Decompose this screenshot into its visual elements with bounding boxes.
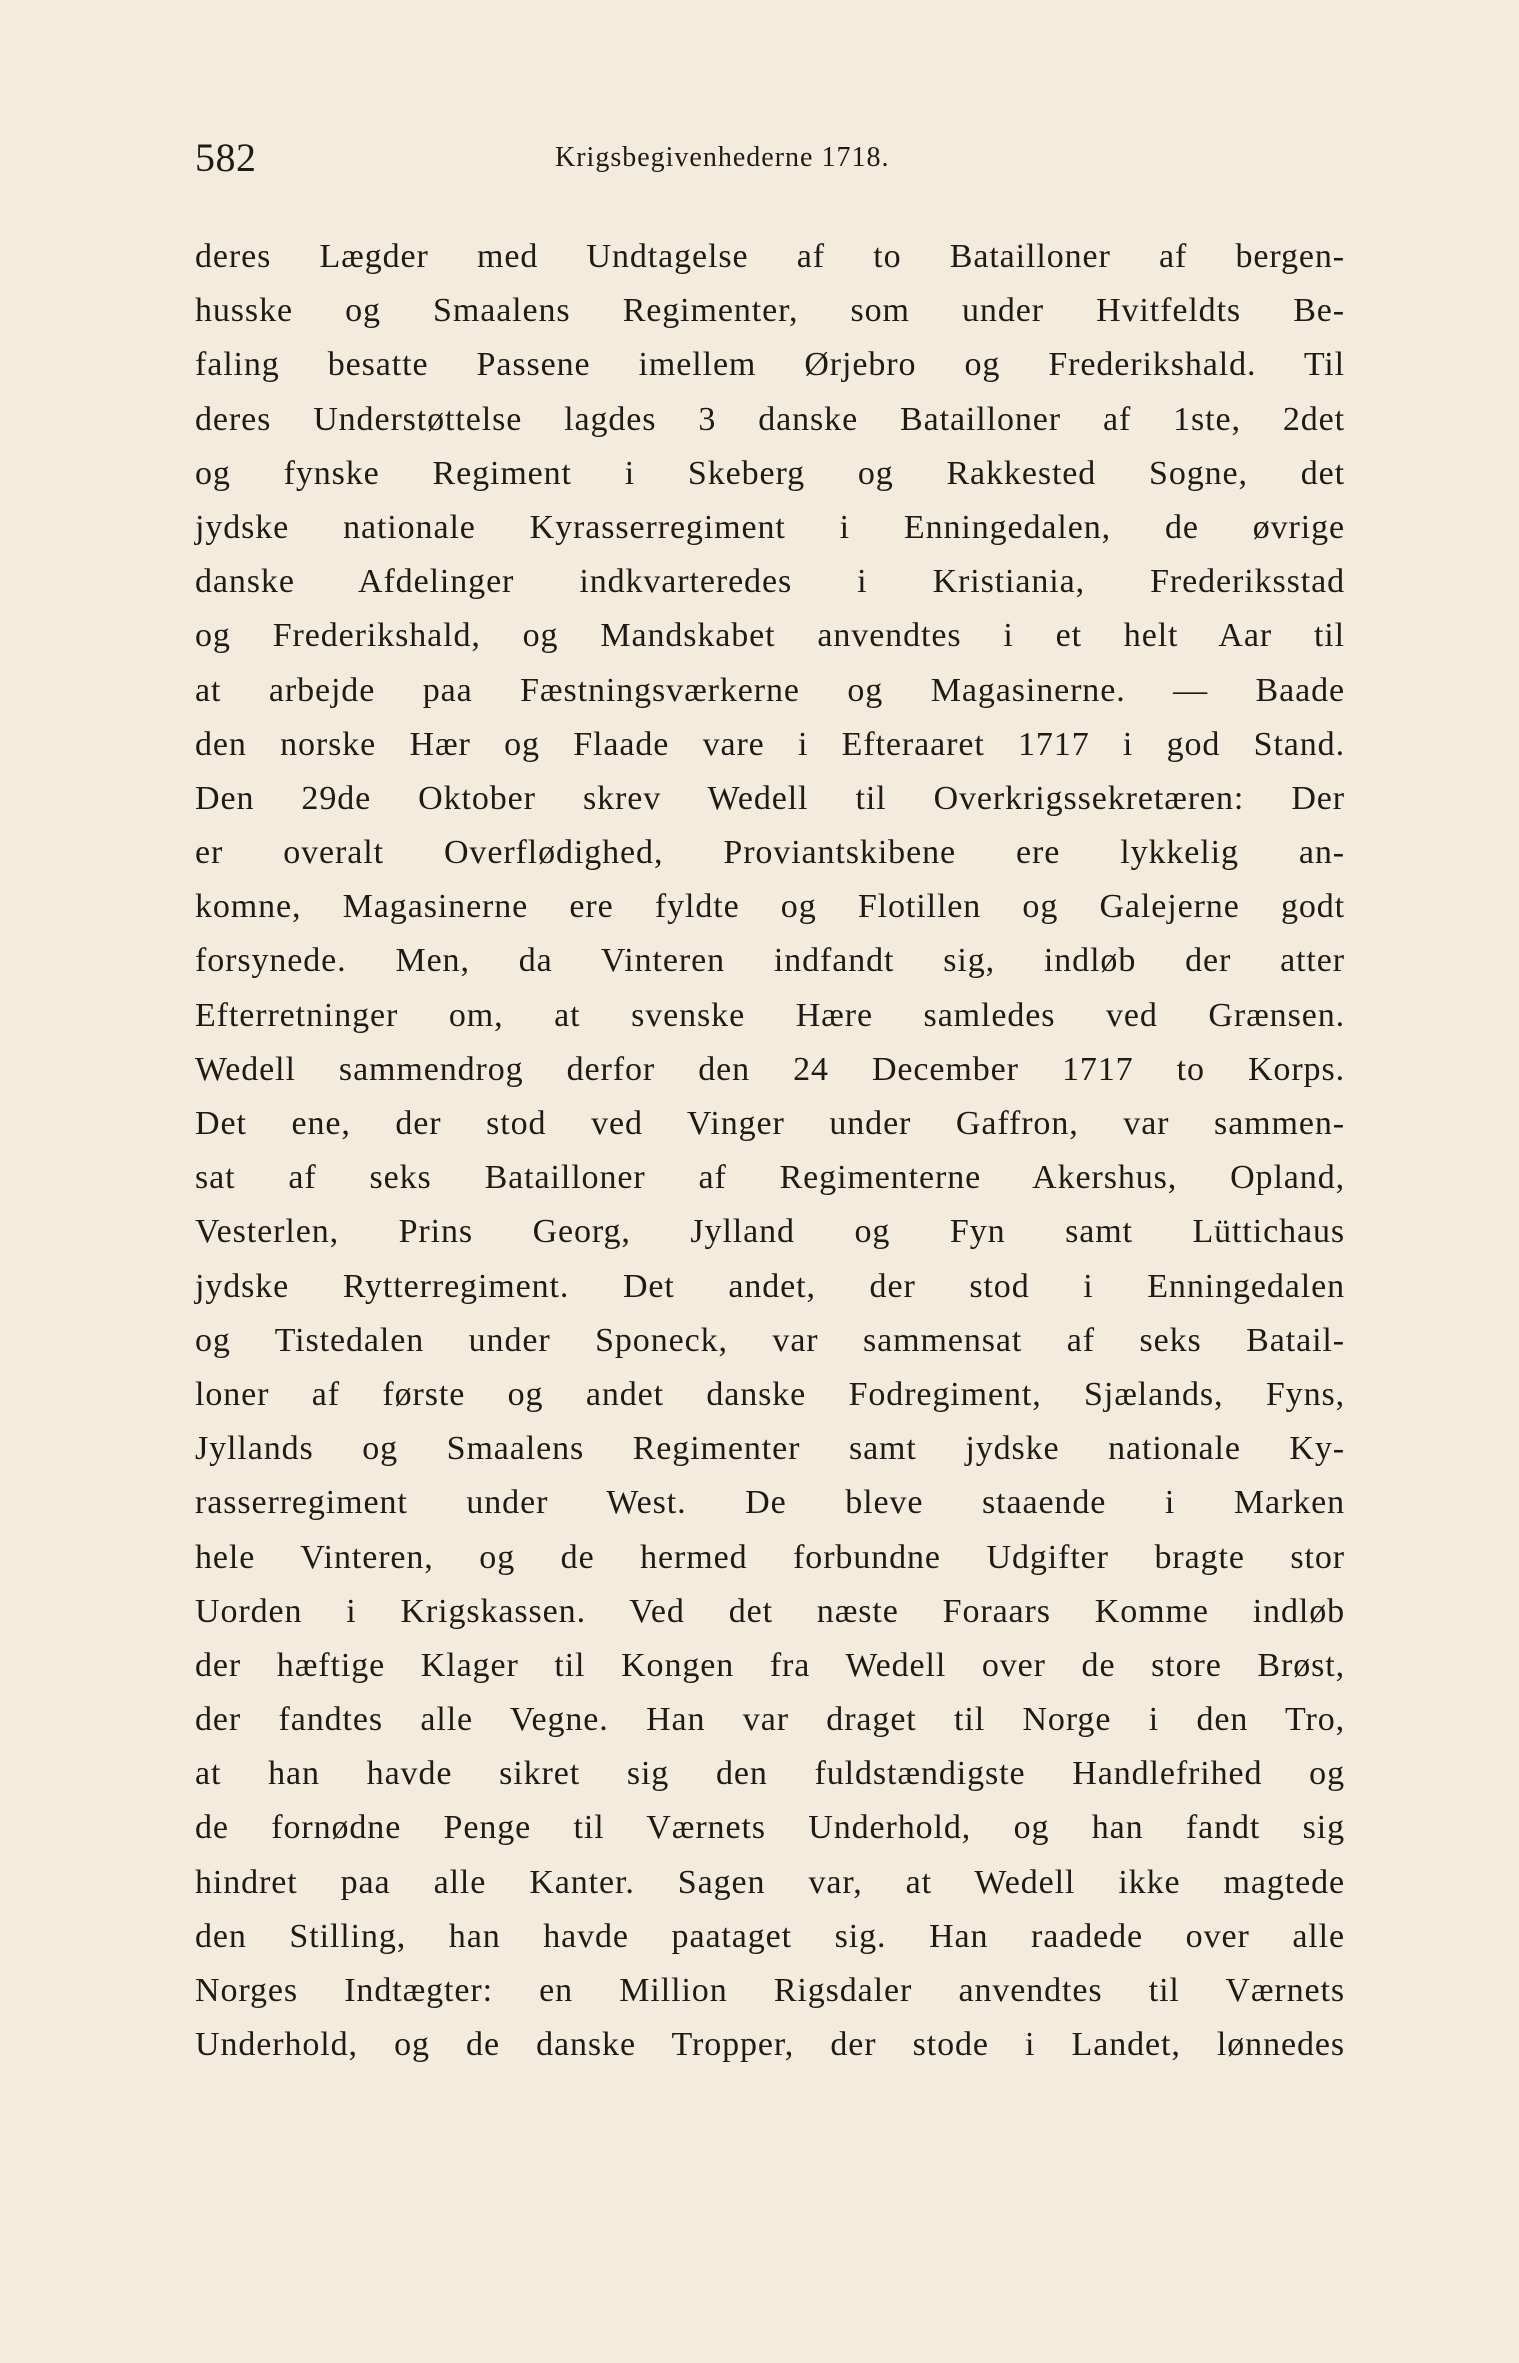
text-line: Wedell sammendrog derfor den 24 December 1717 to Korps. (195, 1050, 1345, 1088)
text-line: de fornødne Penge til Værnets Underhold, og han fandt sig (195, 1809, 1345, 1847)
text-line: faling besatte Passene imellem Ørjebro og Frederikshald. Til (195, 346, 1345, 384)
text-line: Jyllands og Smaalens Regimenter samt jydske nationale Ky- (195, 1430, 1345, 1468)
text-line: danske Afdelinger indkvarteredes i Kristiania, Frederiksstad (195, 563, 1345, 601)
text-line: deres Understøttelse lagdes 3 danske Batailloner af 1ste, 2det (195, 400, 1345, 438)
text-line: Uorden i Krigskassen. Ved det næste Foraars Komme indløb (195, 1592, 1345, 1630)
text-line: er overalt Overflødighed, Proviantskibene ere lykkelig an- (195, 834, 1345, 872)
text-line: og Frederikshald, og Mandskabet anvendtes i et helt Aar til (195, 617, 1345, 655)
text-line: forsynede. Men, da Vinteren indfandt sig, indløb der atter (195, 942, 1345, 980)
text-line: hele Vinteren, og de hermed forbundne Udgifter bragte stor (195, 1538, 1345, 1576)
text-line: hindret paa alle Kanter. Sagen var, at Wedell ikke magtede (195, 1863, 1345, 1901)
text-line: at han havde sikret sig den fuldstændigste Handlefrihed og (195, 1755, 1345, 1793)
text-line: husske og Smaalens Regimenter, som under Hvitfeldts Be- (195, 292, 1345, 330)
text-line: komne, Magasinerne ere fyldte og Flotillen og Galejerne godt (195, 888, 1345, 926)
body-text (195, 230, 1345, 2072)
text-line: den norske Hær og Flaade vare i Efteraaret 1717 i god Stand. (195, 725, 1345, 763)
text-line: Underhold, og de danske Tropper, der stode i Landet, lønnedes (195, 2026, 1345, 2064)
text-line: loner af første og andet danske Fodregiment, Sjælands, Fyns, (195, 1375, 1345, 1413)
text-line: Det ene, der stod ved Vinger under Gaffron, var sammen- (195, 1105, 1345, 1142)
text-line: der hæftige Klager til Kongen fra Wedell over de store Brøst, (195, 1646, 1345, 1684)
text-line: Efterretninger om, at svenske Hære samledes ved Grænsen. (195, 996, 1345, 1034)
text-line: og fynske Regiment i Skeberg og Rakkested Sogne, det (195, 454, 1345, 492)
text-line: den Stilling, han havde paataget sig. Han raadede over alle (195, 1917, 1345, 1955)
text-line: deres Lægder med Undtagelse af to Batailloner af bergen- (195, 238, 1345, 275)
text-line: jydske nationale Kyrasserregiment i Enningedalen, de øvrige (195, 508, 1345, 546)
running-head: Krigsbegivenhederne 1718. (555, 142, 890, 173)
text-line: jydske Rytterregiment. Det andet, der stod i Enningedalen (195, 1267, 1345, 1305)
text-line: Norges Indtægter: en Million Rigsdaler anvendtes til Værnets (195, 1972, 1345, 2009)
text-line: og Tistedalen under Sponeck, var sammensat af seks Batail- (195, 1321, 1345, 1359)
page-header (195, 128, 1345, 188)
page-number: 582 (195, 135, 257, 180)
text-line: sat af seks Batailloner af Regimenterne Akershus, Opland, (195, 1159, 1345, 1197)
text-line: rasserregiment under West. De bleve staaende i Marken (195, 1484, 1345, 1522)
text-line: der fandtes alle Vegne. Han var draget til Norge i den Tro, (195, 1701, 1345, 1739)
text-line: Den 29de Oktober skrev Wedell til Overkrigssekretæren: Der (195, 779, 1345, 817)
text-line: Vesterlen, Prins Georg, Jylland og Fyn samt Lüttichaus (195, 1213, 1345, 1251)
text-line: at arbejde paa Fæstningsværkerne og Magasinerne. — Baade (195, 671, 1345, 709)
